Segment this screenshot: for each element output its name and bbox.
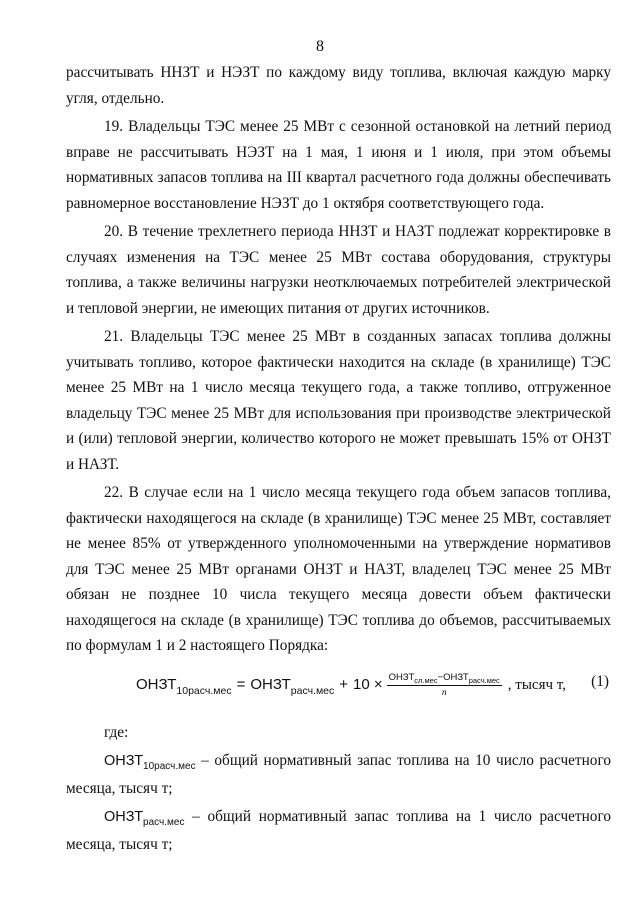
formula-fraction [387,672,502,699]
formula-numerator [387,672,502,686]
definition-1-base: ОНЗТ [104,753,144,769]
paragraph-continuation: рассчитывать ННЗТ и НЭЗТ по каждому виду топлива, включая каждую марку угля, отдельно. [66,64,611,107]
formula-expression [136,672,566,699]
page-number: 8 [316,38,324,55]
numerator-a-base: ОНЗТ [388,671,415,683]
definition-1-subscript: 10расч.мес [143,761,196,772]
paragraph-20: 20. В течение трехлетнего периода ННЗТ и НАЗТ подлежат корректировке в случаях изменения на ТЭС менее 25 МВт состава оборудования, структуры топлива, а также величины нагрузки неотключаемых потребителей электрической и тепловой энергии, не имеющих питания от других источников. [66,223,611,317]
formula-lhs [136,675,232,696]
paragraph-21: 21. Владельцы ТЭС менее 25 МВт в созданных запасах топлива должны учитывать топливо, которое фактически находится на складе (в хранилище) ТЭС менее 25 МВт на 1 число месяца текущего года, а также топливо, отгруженное владельцу ТЭС менее 25 МВт для использования при производстве электрической и (или) тепловой энергии, количество которого не может превышать 15% от ОНЗТ и НАЗТ. [66,328,611,473]
formula-coefficient: 10 × [353,676,383,693]
definition-1 [66,748,611,801]
formula-lhs-subscript: 10расч.мес [176,684,232,697]
paragraph-22: 22. В случае если на 1 число месяца текущего года объем запасов топлива, фактически находящегося на складе (в хранилище) ТЭС менее 25 МВт, составляет не менее 85% от утвержденного уполномоченными на утверждение нормативов для ТЭС менее 25 МВт органами ОНЗТ и НАЗТ, владелец ТЭС менее 25 МВт обязан не позднее 10 числа текущего месяца довести объем фактически находящегося на складе (в хранилище) ТЭС топлива до объемов, рассчитываемых по формулам 1 и 2 настоящего Порядка: [66,484,611,654]
definition-1-term [104,753,196,772]
formula-equals: = [236,676,246,693]
definition-2 [66,804,611,857]
numerator-a-subscript: сл.мес [414,675,438,685]
definition-2-subscript: расч.мес [143,817,185,828]
formula-1 [66,666,611,720]
formula-unit: , тысяч т, [507,677,566,693]
numerator-b-base: ОНЗТ [443,671,469,683]
formula-lhs-base: ОНЗТ [136,675,177,693]
paragraph-19: 19. Владельцы ТЭС менее 25 МВт с сезонной остановкой на летний период вправе не рассчитывать НЭЗТ на 1 мая, 1 июня и 1 июля, при этом объемы нормативных запасов топлива на III квартал расчетного года должны обеспечивать равномерное восстановление НЭЗТ до 1 октября соответствующего года. [66,118,611,212]
formula-term1-subscript: расч.мес [290,684,335,697]
definition-2-term [104,809,185,828]
formula-term1-base: ОНЗТ [250,675,291,693]
definition-1-text: – общий нормативный запас топлива на 10 число расчетного месяца, тысяч т; [66,752,611,797]
numerator-minus: − [437,671,444,683]
formula-denominator: n [441,687,447,698]
formula-term1 [250,675,334,696]
formula-number: (1) [591,672,609,690]
where-label: где: [104,723,129,741]
definition-2-base: ОНЗТ [104,809,144,825]
numerator-b-subscript: расч.мес [468,675,500,685]
definition-2-text: – общий нормативный запас топлива на 1 число расчетного месяца, тысяч т; [66,808,611,853]
formula-plus: + [339,676,349,693]
document-body [66,60,611,857]
